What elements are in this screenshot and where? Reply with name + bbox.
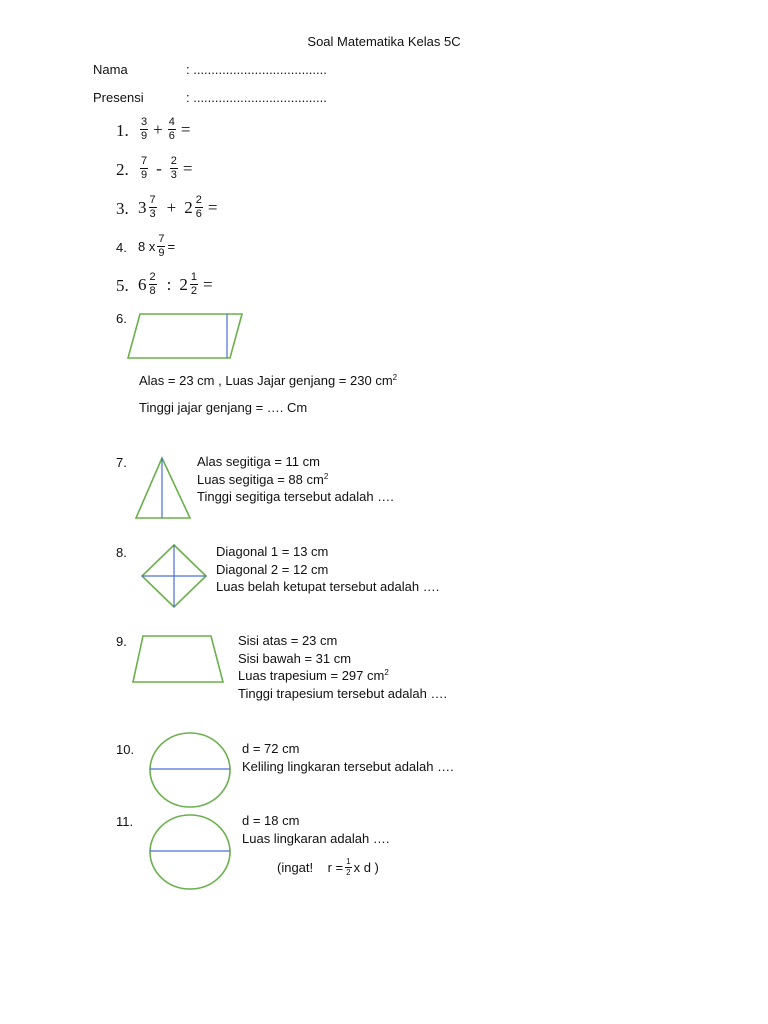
question-3-expression	[138, 195, 220, 220]
question-9-line-4: Tinggi trapesium tersebut adalah ….	[238, 686, 448, 701]
question-6-prompt: Tinggi jajar genjang = …. Cm	[139, 400, 308, 415]
question-3-number: 3.	[116, 199, 129, 218]
question-5-number: 5.	[116, 276, 129, 295]
whole-number: 2	[184, 197, 193, 217]
fraction-numerator: 1	[346, 857, 351, 866]
fraction-numerator: 2	[195, 194, 202, 206]
question-2-expression	[138, 156, 196, 181]
page-title: Soal Matematika Kelas 5C	[307, 34, 461, 49]
question-11-line-2: Luas lingkaran adalah ….	[242, 831, 390, 846]
question-7-number: 7.	[116, 455, 127, 470]
question-9-line-3: Luas trapesium = 297 cm	[238, 668, 385, 683]
fraction-denominator: 3	[149, 208, 156, 220]
fraction-denominator: 8	[149, 285, 156, 297]
operator: +	[153, 119, 163, 139]
fraction-numerator: 7	[158, 233, 165, 245]
question-5-expression	[138, 272, 216, 297]
equals-sign: =	[180, 119, 191, 139]
equals-sign: =	[167, 239, 176, 254]
question-8-number: 8.	[116, 545, 127, 560]
question-1-number: 1.	[116, 121, 129, 140]
operator: +	[166, 197, 177, 217]
operator: -	[156, 158, 162, 178]
circle-figure	[148, 731, 232, 809]
attendance-label: Presensi	[93, 90, 144, 105]
equals-sign: =	[207, 197, 218, 217]
question-9-line-3-wrap	[238, 667, 389, 685]
question-11-hint	[277, 858, 379, 877]
whole-number: 2	[179, 274, 188, 294]
question-4-number: 4.	[116, 240, 127, 255]
question-8-line-2: Diagonal 2 = 12 cm	[216, 562, 329, 577]
question-9-line-2: Sisi bawah = 31 cm	[238, 651, 352, 666]
fraction-denominator: 9	[141, 130, 148, 142]
question-6-given	[139, 372, 397, 390]
superscript: 2	[384, 668, 389, 677]
fraction-numerator: 7	[149, 194, 156, 206]
question-10-number: 10.	[116, 742, 135, 757]
question-9-number: 9.	[116, 634, 127, 649]
question-6-number: 6.	[116, 311, 127, 326]
hint-suffix: x d )	[353, 859, 379, 875]
superscript: 2	[392, 373, 398, 382]
fraction-denominator: 2	[346, 868, 351, 877]
question-8-line-1: Diagonal 1 = 13 cm	[216, 544, 329, 559]
fraction-denominator: 6	[168, 130, 175, 142]
equals-sign: =	[182, 158, 193, 178]
equals-sign: =	[202, 274, 213, 294]
trapezoid-figure	[131, 634, 225, 684]
question-7-line-2: Luas segitiga = 88 cm	[197, 472, 324, 487]
circle-figure	[148, 813, 232, 891]
fraction-numerator: 1	[190, 271, 197, 283]
fraction-denominator: 6	[195, 208, 202, 220]
hint-prefix: (ingat! r =	[277, 859, 344, 875]
fraction-denominator: 2	[190, 285, 197, 297]
question-1-expression	[138, 117, 193, 142]
triangle-figure	[134, 456, 192, 520]
question-7-line-1: Alas segitiga = 11 cm	[197, 454, 320, 469]
question-11-number: 11.	[116, 814, 134, 829]
question-10-line-1: d = 72 cm	[242, 741, 300, 756]
question-4-expression	[138, 234, 175, 259]
question-9-line-1: Sisi atas = 23 cm	[238, 633, 338, 648]
superscript: 2	[323, 472, 329, 481]
fraction-numerator: 2	[170, 155, 177, 167]
question-7-line-2-wrap	[197, 471, 328, 489]
name-label: Nama	[93, 62, 128, 77]
fraction-numerator: 3	[141, 116, 148, 128]
fraction-denominator: 9	[141, 169, 148, 181]
fraction-denominator: 3	[170, 169, 177, 181]
rhombus-figure	[140, 543, 208, 609]
question-10-line-2: Keliling lingkaran tersebut adalah ….	[242, 759, 454, 774]
name-field: : .....................................	[186, 62, 327, 77]
whole-number: 3	[138, 197, 147, 217]
whole-number: 6	[138, 274, 147, 294]
parallelogram-figure	[126, 312, 244, 360]
question-2-number: 2.	[116, 160, 129, 179]
question-7-line-3: Tinggi segitiga tersebut adalah ….	[197, 489, 394, 504]
fraction-numerator: 4	[168, 116, 175, 128]
fraction-numerator: 2	[149, 271, 156, 283]
question-8-line-3: Luas belah ketupat tersebut adalah ….	[216, 579, 440, 594]
fraction-denominator: 9	[158, 247, 165, 259]
attendance-field: : .....................................	[186, 90, 327, 105]
question-11-line-1: d = 18 cm	[242, 813, 300, 828]
fraction-numerator: 7	[141, 155, 148, 167]
question-6-line-1: Alas = 23 cm , Luas Jajar genjang = 230 cm	[139, 373, 393, 388]
operator: :	[166, 274, 172, 294]
multiplier: 8 x	[138, 239, 156, 254]
